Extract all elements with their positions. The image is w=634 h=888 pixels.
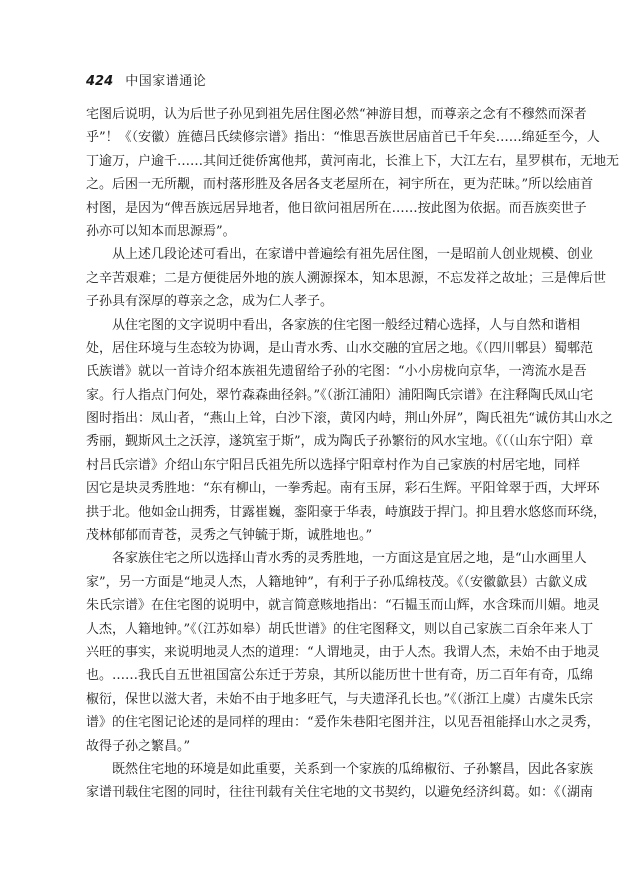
text-line: 人杰，人籍地钟。”《（江苏如皋）胡氏世谱》的住宅图释文，则以自己家族二百余年来人丁 (86, 621, 594, 637)
text-line: 拱于北。他如金山拥秀，甘露崔巍，銮阳豪于华表，峙旗跂于捍门。抑且碧水悠悠而环绕， (86, 504, 607, 520)
paragraph (86, 758, 594, 805)
text-line: 之辛苦艰难；二是方便徙居外地的族人溯源探本，知本思源，不忘发祥之故址；三是俾后世 (86, 270, 607, 286)
text-line: 从上述几段论述可看出，在家谱中普遍绘有祖先居住图，一是昭前人创业规模、创业 (112, 247, 594, 263)
text-line: 之。后困一无所觏，而村落形胜及各居各支老屋所在，祠宇所在，更为茫昧。”所以绘庙首 (86, 177, 594, 193)
text-line: 故得子孙之繁昌。” (86, 738, 191, 754)
text-line: 因它是块灵秀胜地：“东有柳山，一拳秀起。南有玉屏，彩石生辉。平阳耸翠于西，大坪环 (86, 481, 600, 497)
paragraph (86, 314, 613, 548)
text-line: 也。……我氏自五世祖国富公东迁于芳泉，其所以能历世十世有奇，历二百年有奇，瓜绵 (86, 668, 594, 684)
text-line: 处，居住环境与生态较为协调，是山青水秀、山水交融的宜居之地。《（四川郫县）蜀郫范 (86, 340, 594, 356)
text-line: 家谱刊载住宅图的同时，往往刊载有关住宅地的文书契约，以避免经济纠葛。如：《（湖南 (86, 785, 594, 801)
text-line: 朱氏宗谱》在住宅图的说明中，就言简意赅地指出：“石韫玉而山辉，水含珠而川媚。地灵 (86, 598, 600, 614)
text-line: 氏族谱》就以一首诗介绍本族祖先遗留给子孙的宅图：“小小房栊向京华，一湾流水是吾 (86, 364, 587, 380)
text-line: 椒衍，保世以滋大者，未始不由于地多旺气，与夫遗泽孔长也。”《（浙江上虞）古虞朱氏宗 (86, 691, 594, 707)
text-line: 子孙具有深厚的尊亲之念，成为仁人孝子。 (86, 294, 334, 310)
paragraph (86, 103, 620, 243)
text-line: 宅图后说明，认为后世子孙见到祖先居住图必然“神游目想，而尊亲之念有不穆然而深者 (86, 107, 587, 122)
text-line: 家。行人指点门何处，翠竹森森曲径斜。”《（浙江浦阳）浦阳陶氏宗谱》在注释陶氏凤山宅 (86, 387, 594, 403)
paragraph (86, 243, 607, 313)
paragraph (86, 547, 600, 758)
text-line: 谱》的住宅图记论述的是同样的理由：“爰作朱巷阳宅图并注，以见吾祖能择山水之灵秀， (86, 715, 600, 731)
text-line: 秀丽，觐斯风土之沃淳，遂筑室于斯”，成为陶氏子孙繁衍的风水宝地。《（（山东宁阳）章 (86, 434, 594, 450)
text-line: 家”，另一方面是“地灵人杰，人籍地钟”，有利于子孙瓜绵枝茂。《（安徽歙县）古歙义成 (86, 574, 587, 590)
text-line: 既然住宅地的环境是如此重要，关系到一个家族的瓜绵椒衍、子孙繁昌，因此各家族 (112, 761, 594, 777)
text-line: 孙亦可以知本而思源焉”。 (86, 223, 236, 239)
text-line: 兴旺的事实，来说明地灵人杰的道理：“人谓地灵，由于人杰。我谓人杰，未始不由于地灵 (86, 644, 600, 660)
book-title: 中国家谱通论 (125, 74, 207, 89)
body-text (86, 103, 620, 805)
text-line: 村图，是因为“俾吾族远居异地者，他日欲问祖居所在……按此图为依据。而吾族奕世子 (86, 200, 587, 216)
text-line: 乎”！《（安徽）旌德吕氏续修宗谱》指出：“惟思吾族世居庙首已千年矣……绵延至今，人 (86, 130, 600, 146)
text-line: 图时指出：凤山者，“燕山上耸，白沙下滚，黄冈内峙，荆山外屏”，陶氏祖先“诚仿其山水之 (86, 411, 613, 427)
text-line: 从住宅图的文字说明中看出，各家族的住宅图一般经过精心选择，人与自然和谐相 (112, 317, 581, 333)
text-line: 茂林郁郁而青苍，灵秀之气钟毓于斯，诚胜地也。” (86, 528, 373, 544)
text-line: 村吕氏宗谱》介绍山东宁阳吕氏祖先所以选择宁阳章村作为自己家族的村居宅地，同样 (86, 457, 581, 473)
running-header (86, 74, 206, 90)
page-number: 424 (86, 74, 114, 89)
text-line: 丁逾万，户逾千……其间迁徙侨寓他邦，黄河南北，长淮上下，大江左右，星罗棋布，无地无 (86, 153, 620, 169)
text-line: 各家族住宅之所以选择山青水秀的灵秀胜地，一方面这是宜居之地，是“山水画里人 (112, 551, 587, 567)
